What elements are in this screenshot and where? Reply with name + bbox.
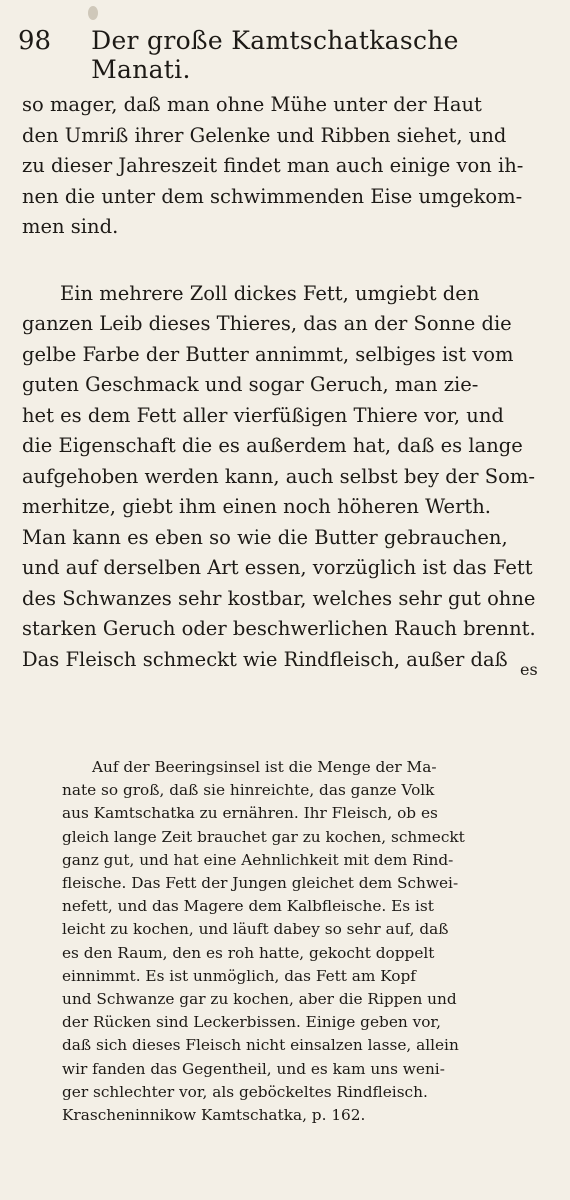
footnote-source: Krascheninnikow Kamtschatka, p. 162. [62, 1106, 366, 1125]
footnote-line: der Rücken sind Leckerbissen. Einige geben vor, [62, 1013, 441, 1032]
text-line: merhitze, giebt ihm einen noch höheren Werth. [22, 495, 491, 518]
footnote-line: fleische. Das Fett der Jungen gleichet dem Schwei- [62, 874, 459, 893]
text-line: zu dieser Jahreszeit findet man auch einige von ih- [22, 154, 524, 177]
footnote-line: nefett, und das Magere dem Kalbfleische. Es ist [62, 897, 434, 916]
footnote [62, 756, 558, 1127]
footnote-line: wir fanden das Gegentheil, und es kam uns weni- [62, 1059, 445, 1078]
footnote-line: und Schwanze gar zu kochen, aber die Rippen und [62, 990, 457, 1009]
footnote-line: ger schlechter vor, als geböckeltes Rindfleisch. [62, 1082, 428, 1101]
page-header [18, 26, 558, 84]
footnote-line: es den Raum, den es roh hatte, gekocht doppelt [62, 943, 435, 962]
text-line: het es dem Fett aller vierfüßigen Thiere vor, und [22, 403, 504, 427]
paper-stain [88, 6, 98, 20]
footnote-line: gleich lange Zeit brauchet gar zu kochen, schmeckt [62, 827, 465, 846]
text-line: Man kann es eben so wie die Butter gebrauchen, [22, 525, 508, 549]
text-line: guten Geschmack und sogar Geruch, man zie- [22, 373, 479, 396]
page-number: 98 [18, 26, 52, 56]
footnote-line: leicht zu kochen, und läuft dabey so sehr auf, daß [62, 920, 449, 939]
text-line: so mager, daß man ohne Mühe unter der Haut [22, 93, 482, 116]
text-line: men sind. [22, 215, 119, 238]
text-line: und auf derselben Art essen, vorzüglich ist das Fett [22, 556, 533, 579]
footnote-line: daß sich dieses Fleisch nicht einsalzen lasse, allein [62, 1036, 459, 1055]
text-line: starken Geruch oder beschwerlichen Rauch brennt. [22, 617, 536, 640]
text-line: des Schwanzes sehr kostbar, welches sehr gut ohne [22, 586, 536, 610]
footnote-line: ganz gut, und hat eine Aehnlichkeit mit dem Rind- [62, 850, 454, 869]
text-line: nen die unter dem schwimmenden Eise umgekom- [22, 184, 523, 208]
catchword: es [520, 660, 538, 679]
footnote-line: einnimmt. Es ist unmöglich, das Fett am Kopf [62, 966, 416, 985]
main-text [22, 90, 552, 675]
text-line: Ein mehrere Zoll dickes Fett, umgiebt den [60, 281, 480, 305]
running-head: Der große Kamtschatkasche Manati. [91, 26, 459, 84]
text-line: den Umriß ihrer Gelenke und Ribben siehet, und [22, 123, 507, 147]
text-line: ganzen Leib dieses Thieres, das an der Sonne die [22, 312, 512, 335]
text-line: gelbe Farbe der Butter annimmt, selbiges ist vom [22, 342, 514, 366]
footnote-line: nate so groß, daß sie hinreichte, das ganze Volk [62, 781, 435, 800]
paragraph-gap [22, 243, 552, 279]
footnote-line: Auf der Beeringsinsel ist die Menge der Ma- [92, 758, 437, 776]
footnote-line: aus Kamtschatka zu ernähren. Ihr Fleisch, ob es [62, 804, 438, 823]
text-line: aufgehoben werden kann, auch selbst bey der Som- [22, 464, 535, 488]
text-line: die Eigenschaft die es außerdem hat, daß es lange [22, 434, 523, 457]
text-line: Das Fleisch schmeckt wie Rindfleisch, außer daß [22, 647, 508, 671]
